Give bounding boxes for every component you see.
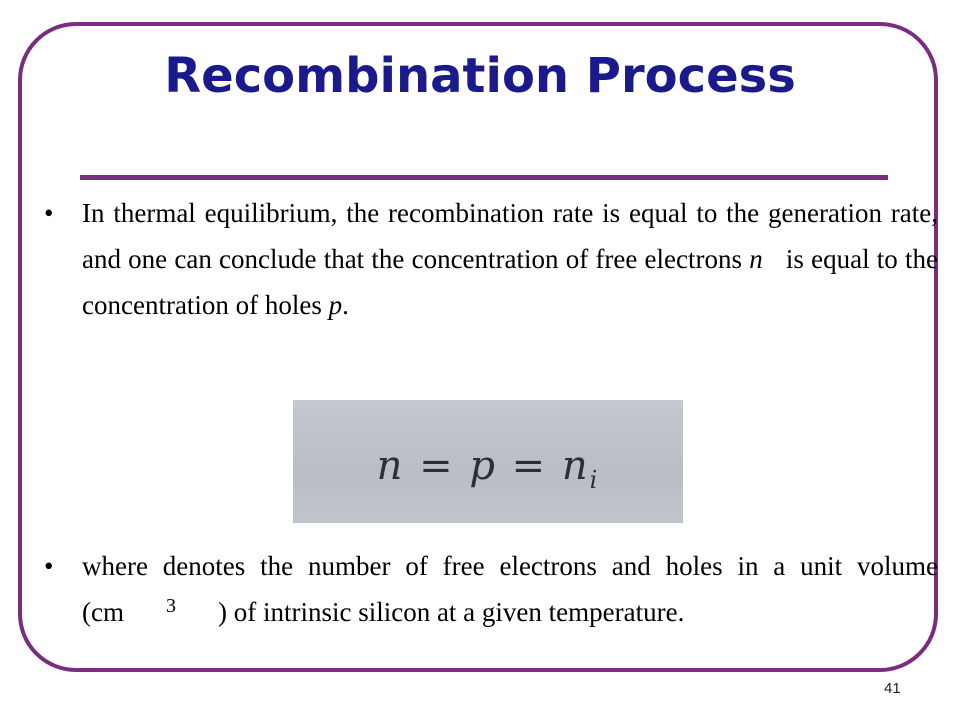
bullet-2-text-b: ) of intrinsic silicon at a given temperature. — [217, 597, 685, 627]
equation-lhs: n = p = n — [376, 443, 590, 489]
equation — [377, 443, 600, 494]
bullet-2-text-a: where denotes the number of free electrons and holes in a unit volume (cm — [82, 551, 938, 627]
bullet-2 — [44, 543, 938, 635]
variable-p: p — [328, 290, 343, 320]
unit-superscript: 3 — [165, 595, 176, 617]
slide-title: Recombination Process — [164, 48, 796, 104]
page-number: 41 — [884, 680, 901, 697]
variable-n: n — [749, 244, 763, 274]
bullet-1-text-b: is equal to the concentration of holes — [82, 244, 938, 320]
bullet-dot-icon: • — [44, 198, 54, 228]
bullet-1-end: . — [342, 290, 349, 320]
bullet-1-text — [82, 190, 938, 328]
bullet-dot-icon: • — [44, 551, 54, 581]
bullet-1 — [44, 190, 938, 328]
title-underline — [80, 175, 888, 180]
equation-subscript: i — [589, 466, 600, 494]
bullet-1-text-a: In thermal equilibrium, the recombination rate is equal to the generation rate, and one can conclude that the concentration of free electrons — [82, 198, 938, 274]
bullet-2-text — [82, 543, 938, 635]
equation-image — [293, 400, 683, 523]
